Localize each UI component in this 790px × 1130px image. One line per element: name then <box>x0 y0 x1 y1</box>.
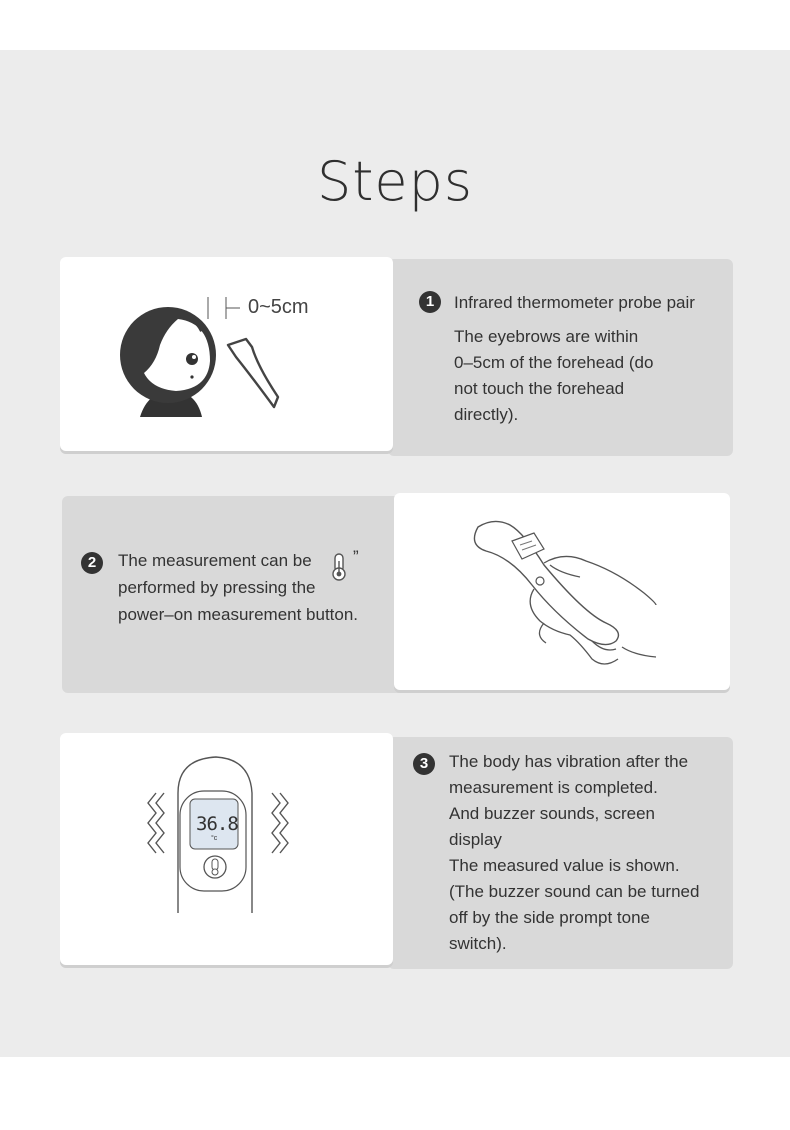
step1-line: The eyebrows are within <box>454 327 639 346</box>
step-number-badge: 3 <box>413 753 435 775</box>
step3-line: measurement is completed. <box>449 778 658 797</box>
thermometer-button-icon <box>331 553 347 581</box>
closing-quote: ” <box>353 547 359 566</box>
step3-line: switch). <box>449 934 507 953</box>
display-value: 36.8 <box>196 813 238 835</box>
thermometer-vibration-illustration <box>60 733 393 965</box>
step3-image-card <box>60 733 393 965</box>
step1-heading: Infrared thermometer probe pair <box>454 293 695 312</box>
step2-image-card <box>394 493 730 690</box>
step3-line: And buzzer sounds, screen <box>449 804 656 823</box>
step1-line: 0–5cm of the forehead (do <box>454 353 654 372</box>
hand-holding-thermometer-illustration <box>394 493 730 690</box>
step1-image-card <box>60 257 393 451</box>
page-title: Steps <box>316 150 474 213</box>
step3-line: display <box>449 830 502 849</box>
step2-line: performed by pressing the <box>118 578 316 597</box>
child-face-illustration <box>60 257 393 451</box>
display-unit: °c <box>211 835 218 842</box>
step3-line: (The buzzer sound can be turned <box>449 882 700 901</box>
step2-line: The measurement can be <box>118 551 312 570</box>
step1-line: directly). <box>454 405 519 424</box>
step3-line: The body has vibration after the <box>449 752 689 771</box>
step3-line: The measured value is shown. <box>449 856 680 875</box>
step-number-badge: 1 <box>419 291 441 313</box>
distance-label: 0~5cm <box>248 296 309 318</box>
step-number-badge: 2 <box>81 552 103 574</box>
step3-line: off by the side prompt tone <box>449 908 650 927</box>
step1-line: not touch the forehead <box>454 379 625 398</box>
step2-line: power–on measurement button. <box>118 605 359 624</box>
